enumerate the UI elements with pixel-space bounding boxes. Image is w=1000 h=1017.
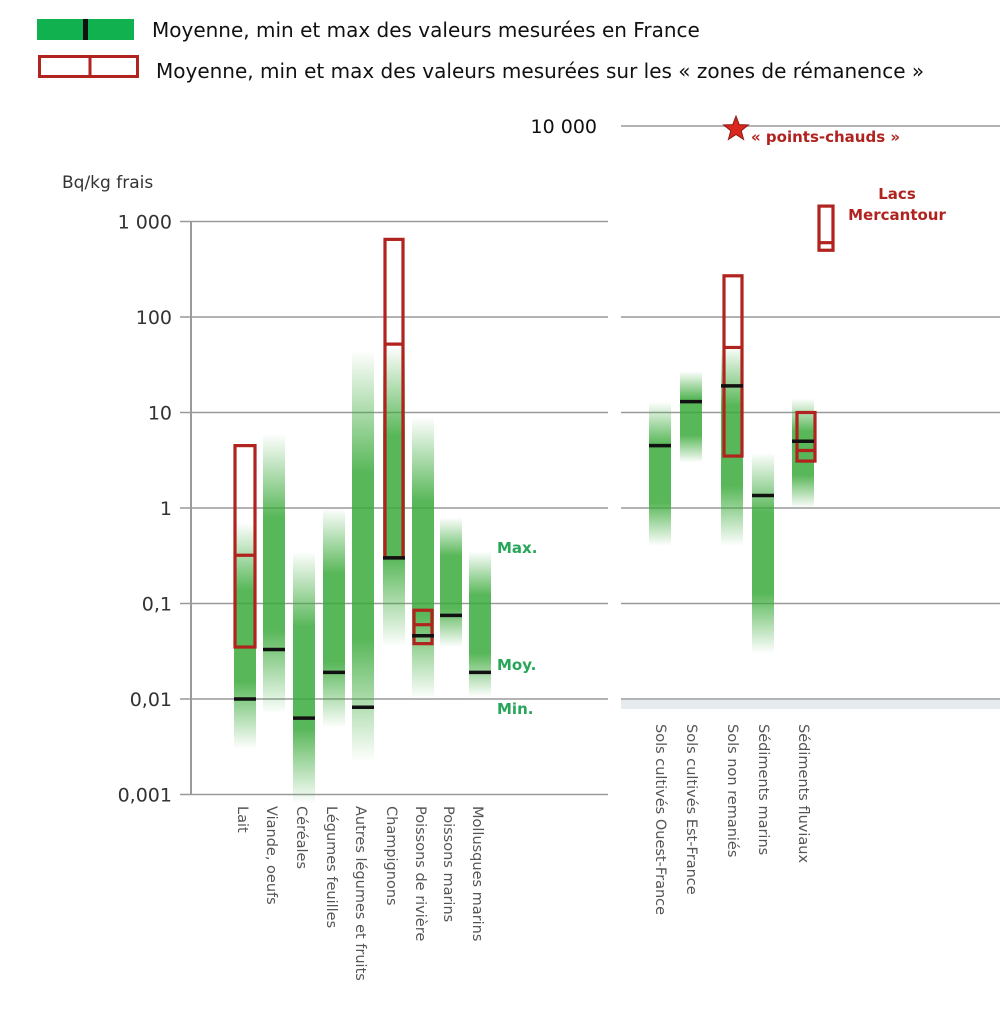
category-label-sediments-fluviaux: Sédiments fluviaux	[795, 724, 811, 864]
annotation-points-chauds: « points-chauds »	[751, 128, 901, 146]
category-label-cereales: Céréales	[293, 806, 309, 869]
category-label-poissons-de-riviere: Poissons de rivière	[412, 806, 428, 942]
bar-poissons-marins	[440, 517, 462, 647]
category-label-lait: Lait	[234, 806, 250, 833]
panel-food-tick-labels	[118, 212, 172, 807]
panel-soil-category-labels	[652, 724, 811, 915]
panel-soil-france-bars	[649, 346, 814, 654]
hot-spot-star	[724, 116, 749, 140]
y-tick-label: 10	[147, 402, 172, 425]
category-label-sols-non-remanies: Sols non remaniés	[724, 724, 740, 858]
y-tick-label: 0,1	[141, 593, 172, 616]
legend-remanence-label: Moyenne, min et max des valeurs mesurées sur les « zones de rémanence »	[156, 59, 925, 83]
panel-food-category-labels	[234, 806, 485, 981]
annotation-max: Max.	[497, 539, 538, 557]
panel-soil-tick-labels	[531, 116, 597, 138]
panel-food-france-bars	[234, 346, 491, 804]
y-tick-label: 1	[159, 498, 172, 520]
panel-soil-bottom-band	[621, 700, 1000, 709]
category-label-mollusques-marins: Mollusques marins	[469, 806, 485, 942]
bar-sediments-fluviaux	[792, 399, 814, 508]
category-label-sols-cultives-ouest-france: Sols cultivés Ouest-France	[652, 724, 668, 916]
bar-mollusques-marins	[469, 552, 491, 697]
bar-autres-legumes-et-fruits	[352, 350, 374, 762]
bar-poissons-de-riviere	[412, 417, 434, 699]
category-label-champignons: Champignons	[383, 806, 399, 906]
category-label-legumes-feuilles: Légumes feuilles	[323, 806, 339, 929]
panel-soil-annotations	[751, 128, 946, 224]
category-label-viande-oeufs: Viande, oeufs	[263, 806, 279, 905]
annotation-moy: Moy.	[497, 656, 537, 674]
legend	[37, 18, 924, 83]
panel-food-ylabel: Bq/kg frais	[62, 173, 154, 193]
y-tick-label: 10 000	[530, 116, 597, 138]
bar-cereales	[293, 552, 315, 804]
y-tick-label: 100	[135, 307, 172, 329]
y-tick-label: 1 000	[117, 211, 172, 234]
y-tick-label: 0,01	[129, 689, 172, 711]
legend-france-label: Moyenne, min et max des valeurs mesurées en France	[152, 18, 700, 42]
category-label-autres-legumes-et-fruits: Autres légumes et fruits	[352, 806, 368, 981]
annotation-lacs-mercantour: Lacs Mercantour	[848, 185, 946, 224]
remanence-lacs-mercantour	[819, 206, 833, 250]
annotation-min: Min.	[497, 700, 534, 718]
category-label-poissons-marins: Poissons marins	[440, 806, 456, 923]
y-tick-label: 0,001	[117, 784, 172, 807]
category-label-sols-cultives-est-france: Sols cultivés Est-France	[683, 724, 699, 895]
category-label-sediments-marins: Sédiments marins	[755, 724, 771, 856]
bar-viande-oeufs	[263, 434, 285, 714]
bar-legumes-feuilles	[323, 508, 345, 728]
panel-food	[62, 173, 608, 981]
bar-sols-cultives-est-france	[680, 371, 702, 462]
legend-france-mean-mark	[83, 19, 88, 40]
bar-sediments-marins	[752, 453, 774, 654]
bar-sols-cultives-ouest-france	[649, 402, 671, 546]
panel-food-annotations	[497, 539, 537, 718]
